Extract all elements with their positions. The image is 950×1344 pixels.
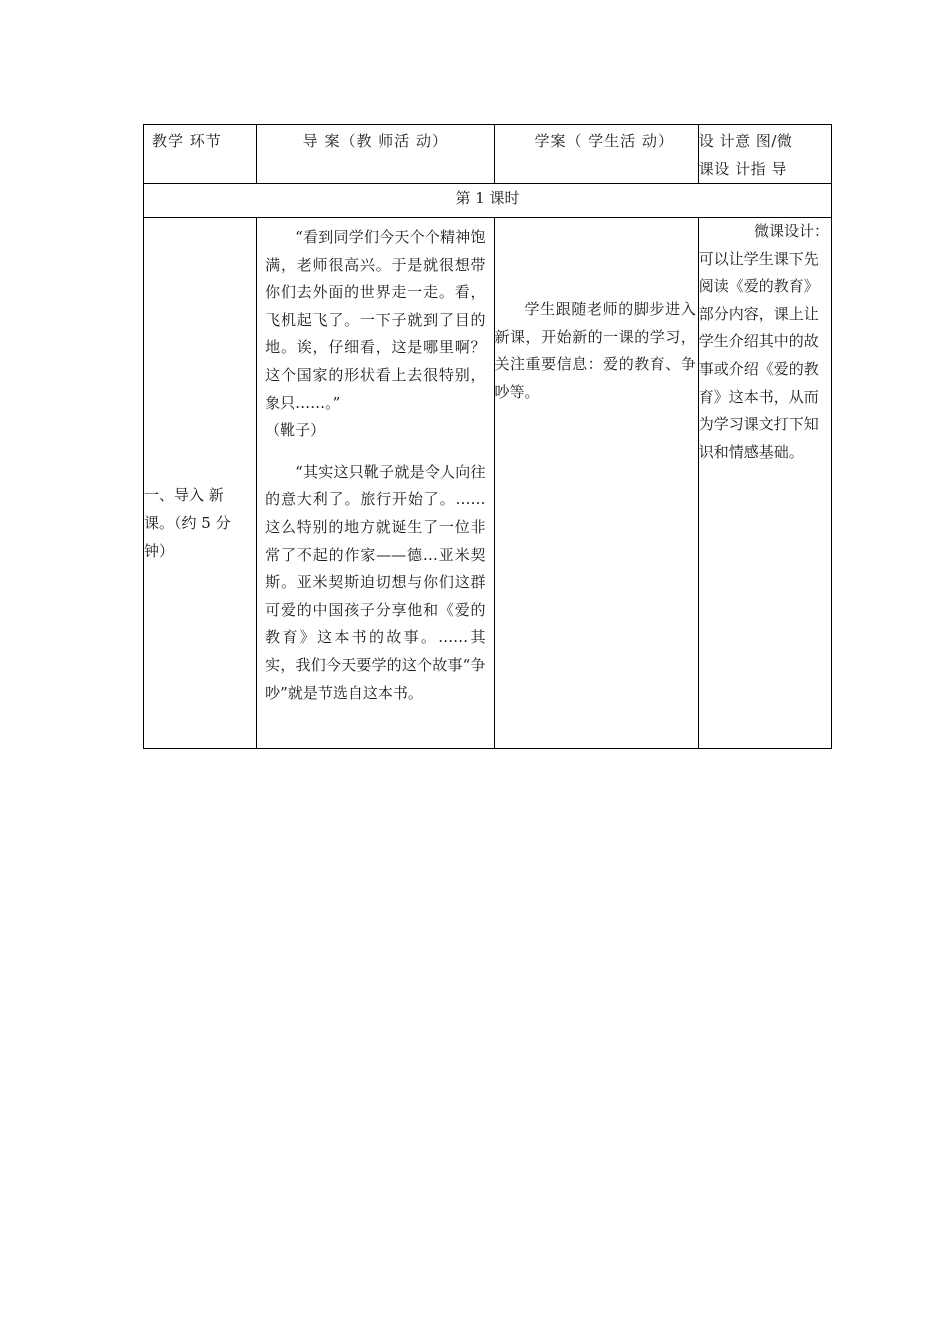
header-design-line2: 课设 计指 导 [698, 160, 787, 178]
header-design-cell [698, 125, 831, 184]
header-stage: 教学 环节 [152, 132, 222, 150]
session-row [144, 184, 832, 218]
header-student: 学案（ 学生活 动） [534, 132, 675, 150]
session-label: 第 1 课时 [144, 184, 832, 218]
guide-paragraph-1: “看到同学们今天个个精神饱满，老师很高兴。于是就很想带你们去外面的世界走一走。看，飞机起飞了。一下子就到了目的地。诶，仔细看，这是哪里啊？这个国家的形状看上去很特别，象只……。” [265, 228, 486, 412]
design-cell [698, 218, 831, 749]
table-row [144, 218, 832, 749]
header-design-line1: 设 计意 图/微 [698, 132, 793, 150]
stage-cell [144, 218, 257, 749]
design-title: 微课设计： [753, 222, 829, 240]
stage-text: 一、导入 新课。（约 5 分钟） [144, 486, 231, 560]
header-guide: 导 案（教 师活 动） [302, 132, 448, 150]
header-student-cell [494, 125, 698, 184]
header-design [699, 125, 831, 183]
table-header-row [144, 125, 832, 184]
header-stage-cell [144, 125, 257, 184]
design-body: 可以让学生课下先阅读《爱的教育》部分内容，课上让学生介绍其中的故事或介绍《爱的教育》这本书，从而为学习课文打下知识和情感基础。 [698, 249, 819, 461]
header-guide-cell [257, 125, 494, 184]
guide-cell [257, 218, 494, 749]
guide-paragraph-2: “其实这只靴子就是令人向往的意大利了。旅行开始了。……这么特别的地方就诞生了一位非常了不起的作家——德…亚米契斯。亚米契斯迫切想与你们这群可爱的中国孩子分享他和《爱的教育》这本书的故事。……其实，我们今天要学的这个故事“争吵”就是节选自这本书。 [265, 462, 486, 702]
student-activity: 学生跟随老师的脚步进入新课，开始新的一课的学习，关注重要信息：爱的教育、争吵等。 [494, 300, 696, 401]
guide-note: （靴子） [265, 421, 326, 440]
lesson-plan-table [143, 124, 832, 749]
student-cell [494, 218, 698, 749]
